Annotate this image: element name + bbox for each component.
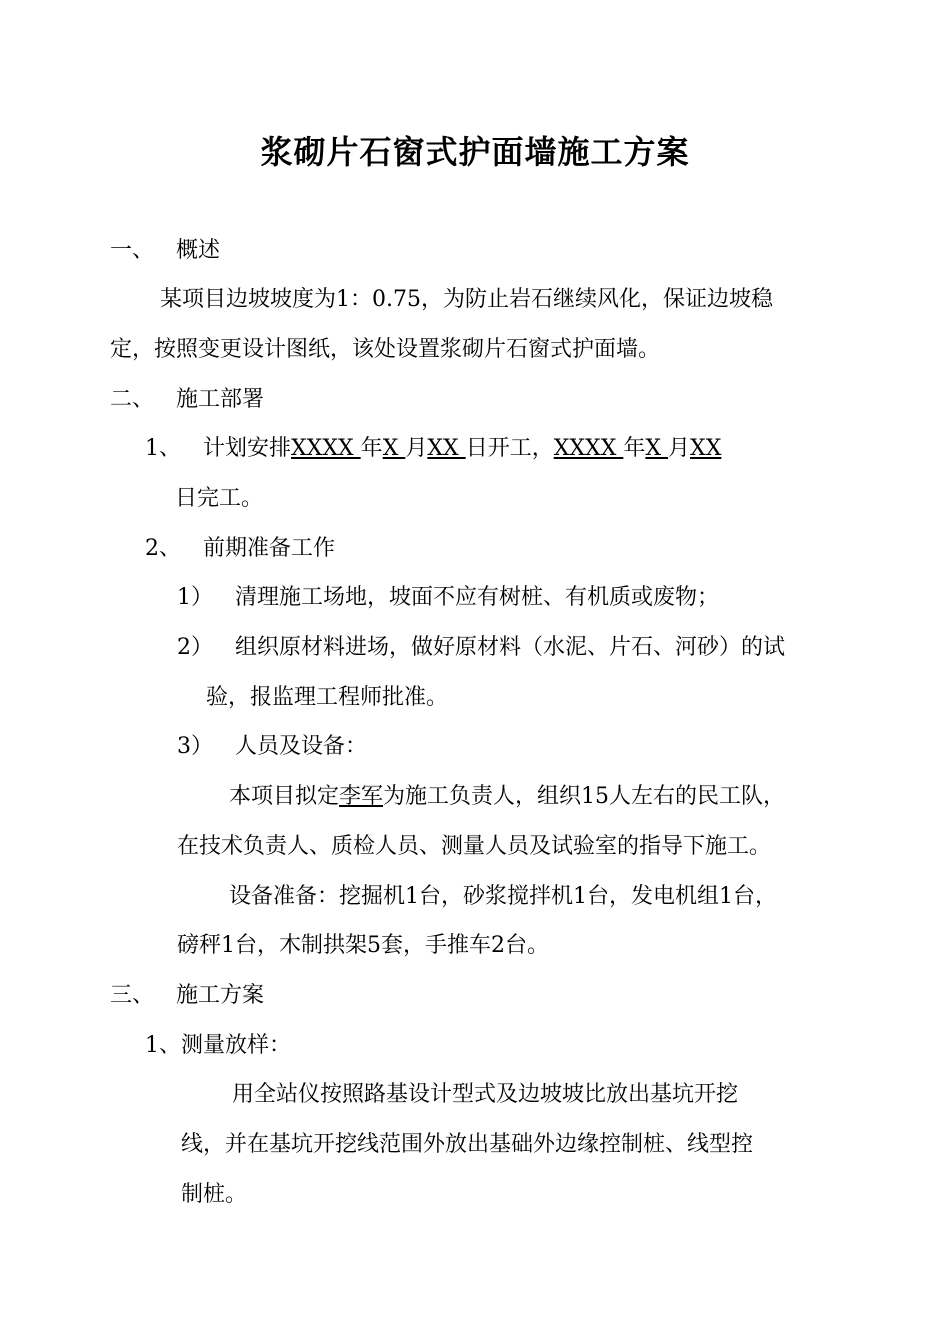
item-3-1-heading: 1、测量放样：	[145, 1033, 291, 1058]
personnel-text: 为施工负责人，组织15人左右的民工队，	[383, 784, 786, 809]
section-3-number: 三、	[110, 983, 155, 1008]
schedule-text: 计划安排	[203, 436, 292, 461]
survey-line-2: 线，并在基坑开挖线范围外放出基础外边缘控制桩、线型控	[181, 1132, 754, 1157]
year-label: 年	[360, 436, 383, 461]
end-day-blank: XX	[690, 436, 722, 461]
document-title: 浆砌片石窗式护面墙施工方案	[260, 133, 690, 171]
manager-name: 李军	[339, 784, 384, 809]
subitem-1-number: 1）	[177, 585, 213, 610]
schedule-line-2: 日完工。	[175, 486, 264, 511]
start-day-blank: XX	[427, 436, 466, 461]
section-1-number: 一、	[110, 238, 155, 263]
month-label: 月	[668, 436, 691, 461]
section-1-heading	[110, 236, 220, 266]
end-year-blank: XXXX	[553, 436, 624, 461]
subitem-2-text-line-2: 验，报监理工程师批准。	[206, 685, 449, 710]
subitem-2-number: 2）	[177, 635, 213, 660]
subitem-3	[177, 732, 367, 762]
subitem-2-text: 组织原材料进场，做好原材料（水泥、片石、河砂）的试	[235, 635, 786, 660]
schedule-line-1	[145, 434, 721, 464]
section-2-number: 二、	[110, 387, 155, 412]
start-month-blank: X	[382, 436, 406, 461]
equipment-line-2: 磅秤1台，木制拱架5套，手推车2台。	[177, 933, 549, 958]
subitem-1-text: 清理施工场地，坡面不应有树桩、有机质或废物；	[235, 585, 720, 610]
section-3-heading	[110, 981, 264, 1011]
month-label: 月	[405, 436, 428, 461]
personnel-line-1	[229, 782, 785, 812]
equipment-line-1: 设备准备：挖掘机1台，砂浆搅拌机1台，发电机组1台，	[229, 884, 777, 909]
subitem-2	[177, 633, 785, 663]
item-2-2-title: 前期准备工作	[203, 536, 336, 561]
section-3-title: 施工方案	[176, 983, 265, 1008]
start-year-blank: XXXX	[291, 436, 361, 461]
personnel-text: 本项目拟定	[229, 784, 340, 809]
subitem-3-text: 人员及设备：	[235, 734, 368, 759]
item-2-1-number: 1、	[145, 436, 181, 461]
survey-line-1: 用全站仪按照路基设计型式及边坡坡比放出基坑开挖	[232, 1082, 739, 1107]
section-2-title: 施工部署	[176, 387, 265, 412]
section-1-title: 概述	[176, 238, 221, 263]
personnel-line-2: 在技术负责人、质检人员、测量人员及试验室的指导下施工。	[177, 834, 772, 859]
subitem-3-number: 3）	[177, 734, 213, 759]
year-label: 年	[623, 436, 646, 461]
subitem-1	[177, 583, 719, 613]
section-1-paragraph-line-1: 某项目边坡坡度为1：0.75，为防止岩石继续风化，保证边坡稳	[160, 287, 773, 312]
item-2-2-number: 2、	[145, 536, 181, 561]
section-1-paragraph-line-2: 定，按照变更设计图纸，该处设置浆砌片石窗式护面墙。	[110, 337, 661, 362]
survey-line-3: 制桩。	[181, 1182, 248, 1207]
start-label: 日开工，	[465, 436, 554, 461]
section-2-heading	[110, 385, 264, 415]
end-month-blank: X	[645, 436, 669, 461]
item-2-2-heading	[145, 534, 335, 564]
